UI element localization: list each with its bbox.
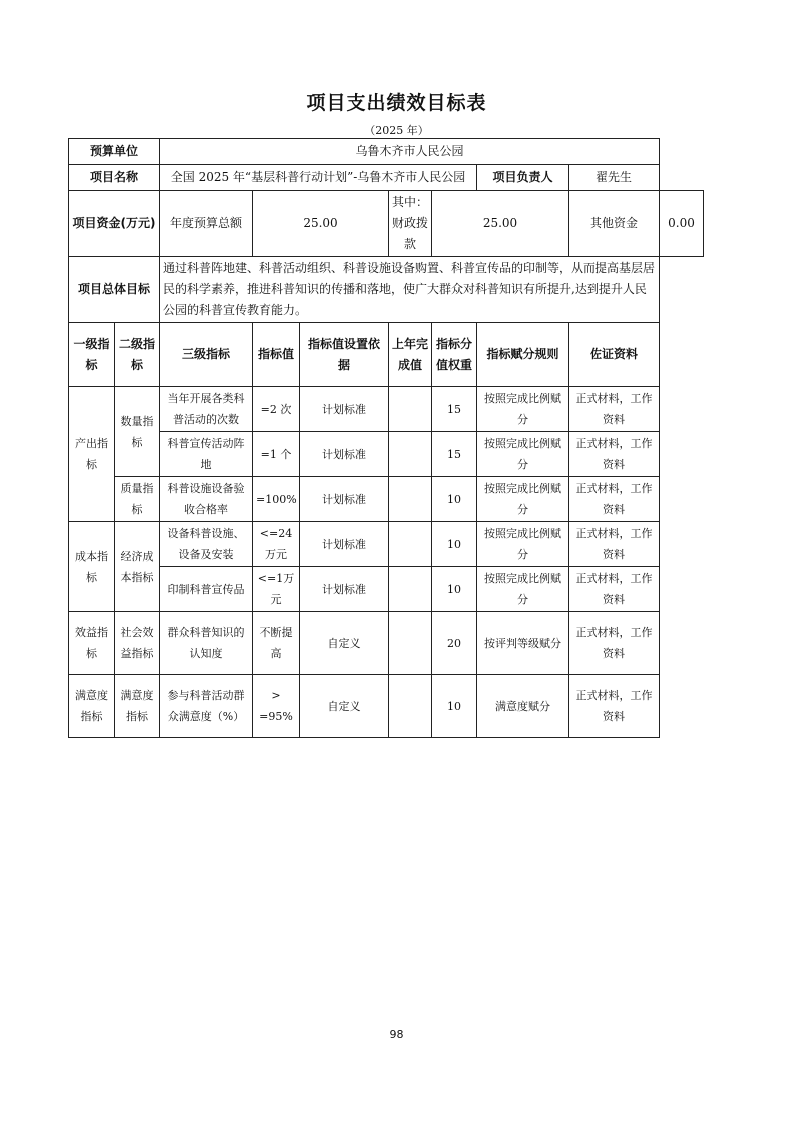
- group-social-benefit: 社会效益指标: [115, 612, 160, 675]
- column-header-row: [69, 323, 704, 387]
- table-row: [69, 567, 704, 612]
- funds-row: [69, 191, 704, 257]
- row-evidence: 正式材料，工作资料: [569, 612, 660, 675]
- col-basis: 指标值设置依据: [300, 323, 389, 387]
- row-last: [389, 567, 432, 612]
- group-satisfaction-sub: 满意度指标: [115, 675, 160, 738]
- row-basis: 自定义: [300, 612, 389, 675]
- col-last-year: 上年完成值: [389, 323, 432, 387]
- funds-label: 项目资金(万元): [69, 191, 160, 257]
- unit-row: [69, 139, 704, 165]
- row-rule: 满意度赋分: [477, 675, 569, 738]
- group-quality: 质量指标: [115, 477, 160, 522]
- row-evidence: 正式材料，工作资料: [569, 477, 660, 522]
- row-last: [389, 522, 432, 567]
- row-basis: 计划标准: [300, 432, 389, 477]
- row-value: =100%: [253, 477, 300, 522]
- fiscal-value: 25.00: [432, 191, 569, 257]
- row-weight: 15: [432, 387, 477, 432]
- col-level1: 一级指标: [69, 323, 115, 387]
- row-name: 参与科普活动群众满意度（%）: [160, 675, 253, 738]
- row-name: 科普宣传活动阵地: [160, 432, 253, 477]
- row-last: [389, 477, 432, 522]
- table-row: [69, 387, 704, 432]
- performance-target-table: [68, 138, 704, 738]
- row-last: [389, 432, 432, 477]
- row-evidence: 正式材料，工作资料: [569, 432, 660, 477]
- col-value: 指标值: [253, 323, 300, 387]
- row-basis: 自定义: [300, 675, 389, 738]
- row-weight: 15: [432, 432, 477, 477]
- group-economic-cost: 经济成本指标: [115, 522, 160, 612]
- group-output: 产出指标: [69, 387, 115, 522]
- row-name: 群众科普知识的认知度: [160, 612, 253, 675]
- col-level3: 三级指标: [160, 323, 253, 387]
- goal-label: 项目总体目标: [69, 257, 160, 323]
- row-value: <=1万元: [253, 567, 300, 612]
- row-weight: 10: [432, 522, 477, 567]
- annual-budget-label: 年度预算总额: [160, 191, 253, 257]
- table-row: [69, 612, 704, 675]
- row-rule: 按照完成比例赋分: [477, 477, 569, 522]
- page-number: 98: [389, 1028, 404, 1041]
- project-name-value: 全国 2025 年“基层科普行动计划”-乌鲁木齐市人民公园: [160, 165, 477, 191]
- owner-value: 翟先生: [569, 165, 660, 191]
- col-weight: 指标分值权重: [432, 323, 477, 387]
- row-last: [389, 675, 432, 738]
- row-weight: 10: [432, 567, 477, 612]
- row-evidence: 正式材料，工作资料: [569, 567, 660, 612]
- row-evidence: 正式材料，工作资料: [569, 387, 660, 432]
- row-value: =2 次: [253, 387, 300, 432]
- document-year: （2025 年）: [364, 124, 429, 137]
- annual-budget-value: 25.00: [253, 191, 389, 257]
- fiscal-label: 其中：财政拨款: [389, 191, 432, 257]
- row-last: [389, 387, 432, 432]
- row-value: <=24万元: [253, 522, 300, 567]
- row-basis: 计划标准: [300, 567, 389, 612]
- table-row: [69, 522, 704, 567]
- goal-row: [69, 257, 704, 323]
- other-value: 0.00: [660, 191, 704, 257]
- table-row: [69, 477, 704, 522]
- unit-label: 预算单位: [69, 139, 160, 165]
- row-weight: 10: [432, 675, 477, 738]
- project-name-label: 项目名称: [69, 165, 160, 191]
- row-name: 印制科普宣传品: [160, 567, 253, 612]
- row-rule: 按照完成比例赋分: [477, 387, 569, 432]
- group-cost: 成本指标: [69, 522, 115, 612]
- table-row: [69, 432, 704, 477]
- row-value: > =95%: [253, 675, 300, 738]
- row-rule: 按照完成比例赋分: [477, 567, 569, 612]
- row-basis: 计划标准: [300, 387, 389, 432]
- row-name: 科普设施设备验收合格率: [160, 477, 253, 522]
- col-level2: 二级指标: [115, 323, 160, 387]
- group-benefit: 效益指标: [69, 612, 115, 675]
- row-weight: 20: [432, 612, 477, 675]
- other-label-cell: 其他资金: [569, 191, 660, 257]
- row-name: 当年开展各类科普活动的次数: [160, 387, 253, 432]
- col-evidence: 佐证资料: [569, 323, 660, 387]
- document-title: 项目支出绩效目标表: [306, 92, 487, 114]
- row-rule: 按照完成比例赋分: [477, 522, 569, 567]
- row-name: 设备科普设施、设备及安装: [160, 522, 253, 567]
- table-row: [69, 675, 704, 738]
- group-quantity: 数量指标: [115, 387, 160, 477]
- row-value: 不断提高: [253, 612, 300, 675]
- row-last: [389, 612, 432, 675]
- owner-label: 项目负责人: [477, 165, 569, 191]
- goal-value: 通过科普阵地建、科普活动组织、科普设施设备购置、科普宣传品的印制等，从而提高基层居民的科学素养，推进科普知识的传播和落地，使广大群众对科普知识有所提升,达到提升人民公园的科普宣传教育能力。: [160, 257, 660, 323]
- row-rule: 按照完成比例赋分: [477, 432, 569, 477]
- row-rule: 按评判等级赋分: [477, 612, 569, 675]
- project-name-row: [69, 165, 704, 191]
- row-evidence: 正式材料，工作资料: [569, 522, 660, 567]
- row-weight: 10: [432, 477, 477, 522]
- row-evidence: 正式材料，工作资料: [569, 675, 660, 738]
- row-basis: 计划标准: [300, 522, 389, 567]
- unit-value: 乌鲁木齐市人民公园: [160, 139, 660, 165]
- row-basis: 计划标准: [300, 477, 389, 522]
- group-satisfaction: 满意度指标: [69, 675, 115, 738]
- col-rule: 指标赋分规则: [477, 323, 569, 387]
- row-value: =1 个: [253, 432, 300, 477]
